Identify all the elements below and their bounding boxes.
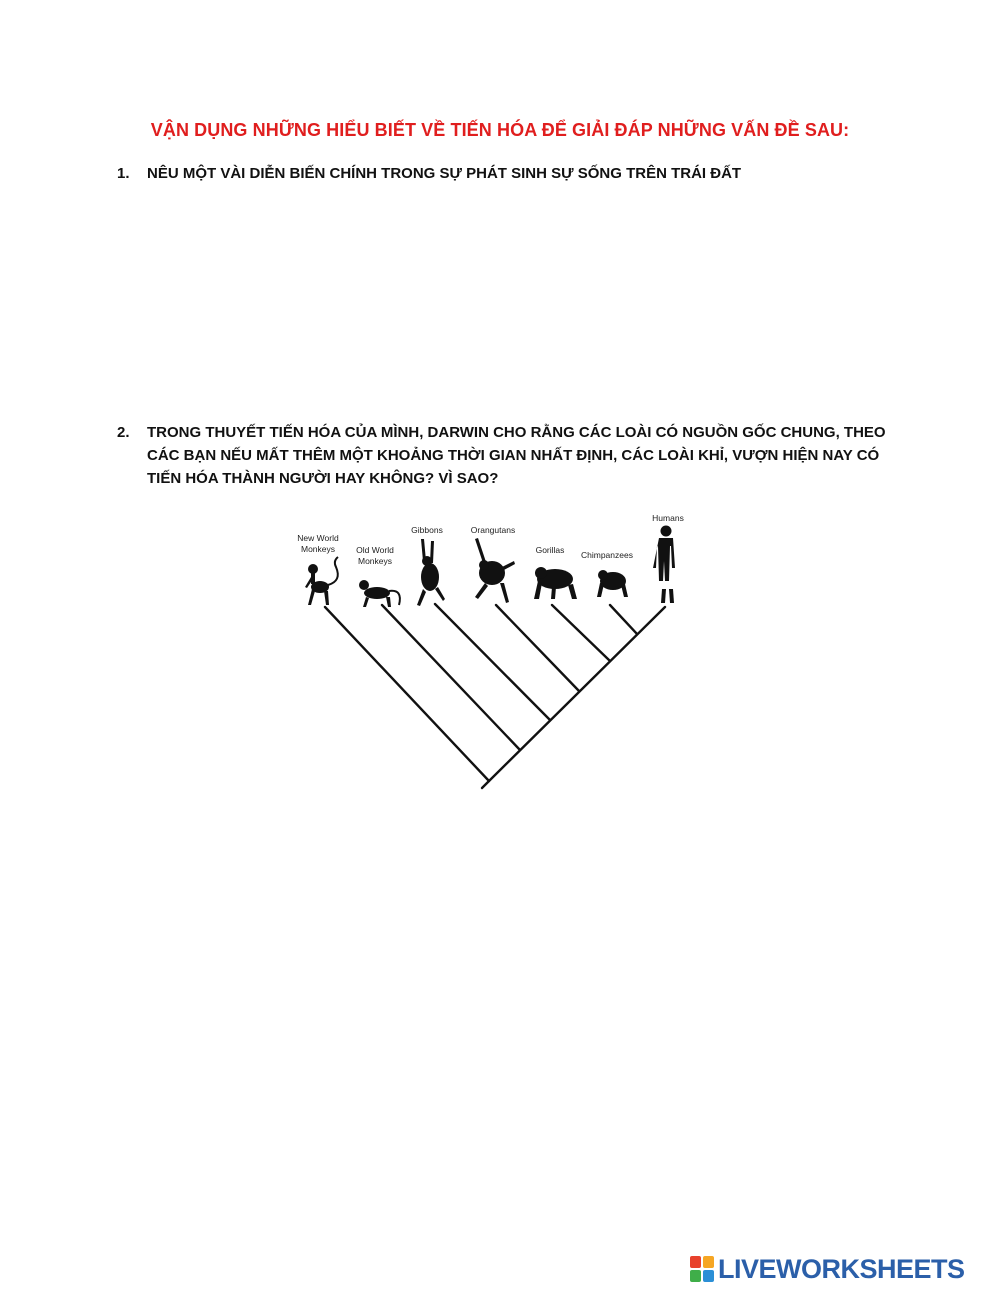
label-old-world-line1: Old World	[356, 545, 394, 555]
label-gorillas: Gorillas	[535, 545, 565, 555]
main-trunk	[489, 607, 665, 781]
chimpanzee-icon	[597, 570, 628, 597]
branch-old-world-monkeys	[382, 605, 520, 750]
orangutan-icon	[475, 538, 515, 603]
question-2	[117, 421, 887, 490]
primate-phylogenetic-tree	[280, 505, 700, 795]
human-icon	[653, 526, 675, 604]
primate-silhouettes	[305, 526, 675, 608]
question-2-number: 2.	[117, 424, 130, 441]
page-heading: VẬN DỤNG NHỮNG HIỂU BIẾT VỀ TIẾN HÓA ĐỂ GIẢI ĐÁP NHỮNG VẤN ĐỀ SAU:	[150, 120, 850, 140]
question-2-text: TRONG THUYẾT TIẾN HÓA CỦA MÌNH, DARWIN CHO RẰNG CÁC LOÀI CÓ NGUỒN GỐC CHUNG, THEO CÁC BẠN NẾU MẤT THÊM MỘT KHOẢNG THỜI GIAN NHẤT ĐỊNH, CÁC LOÀI KHỈ, VƯỢN HIỆN NAY CÓ TIẾN HÓA THÀNH NGƯỜI HAY KHÔNG? VÌ SAO?	[147, 424, 886, 487]
liveworksheets-badge-icon	[690, 1256, 714, 1282]
gibbon-icon	[417, 539, 445, 606]
branch-chimpanzees	[610, 605, 637, 634]
gorilla-icon	[534, 567, 577, 599]
species-labels	[297, 513, 684, 566]
label-chimpanzees: Chimpanzees	[581, 550, 633, 560]
branch-gorillas	[552, 605, 610, 661]
question-1-text: NÊU MỘT VÀI DIỄN BIẾN CHÍNH TRONG SỰ PHÁT SINH SỰ SỐNG TRÊN TRÁI ĐẤT	[147, 165, 742, 182]
question-1-number: 1.	[117, 165, 130, 182]
new-world-monkey-icon	[305, 557, 338, 605]
label-humans: Humans	[652, 513, 684, 523]
label-orangutans: Orangutans	[470, 525, 516, 535]
liveworksheets-logo	[690, 1251, 990, 1287]
label-gibbons: Gibbons	[411, 525, 443, 535]
label-old-world-line2: Monkeys	[357, 556, 393, 566]
branch-gibbons	[435, 604, 550, 720]
question-1	[117, 162, 887, 185]
liveworksheets-wordmark: LIVEWORKSHEETS	[718, 1253, 965, 1284]
old-world-monkey-icon	[359, 580, 400, 607]
label-new-world-line2: Monkeys	[300, 544, 336, 554]
label-new-world-line1: New World	[297, 533, 339, 543]
tree-branches	[325, 604, 665, 788]
root-stub	[482, 781, 489, 788]
